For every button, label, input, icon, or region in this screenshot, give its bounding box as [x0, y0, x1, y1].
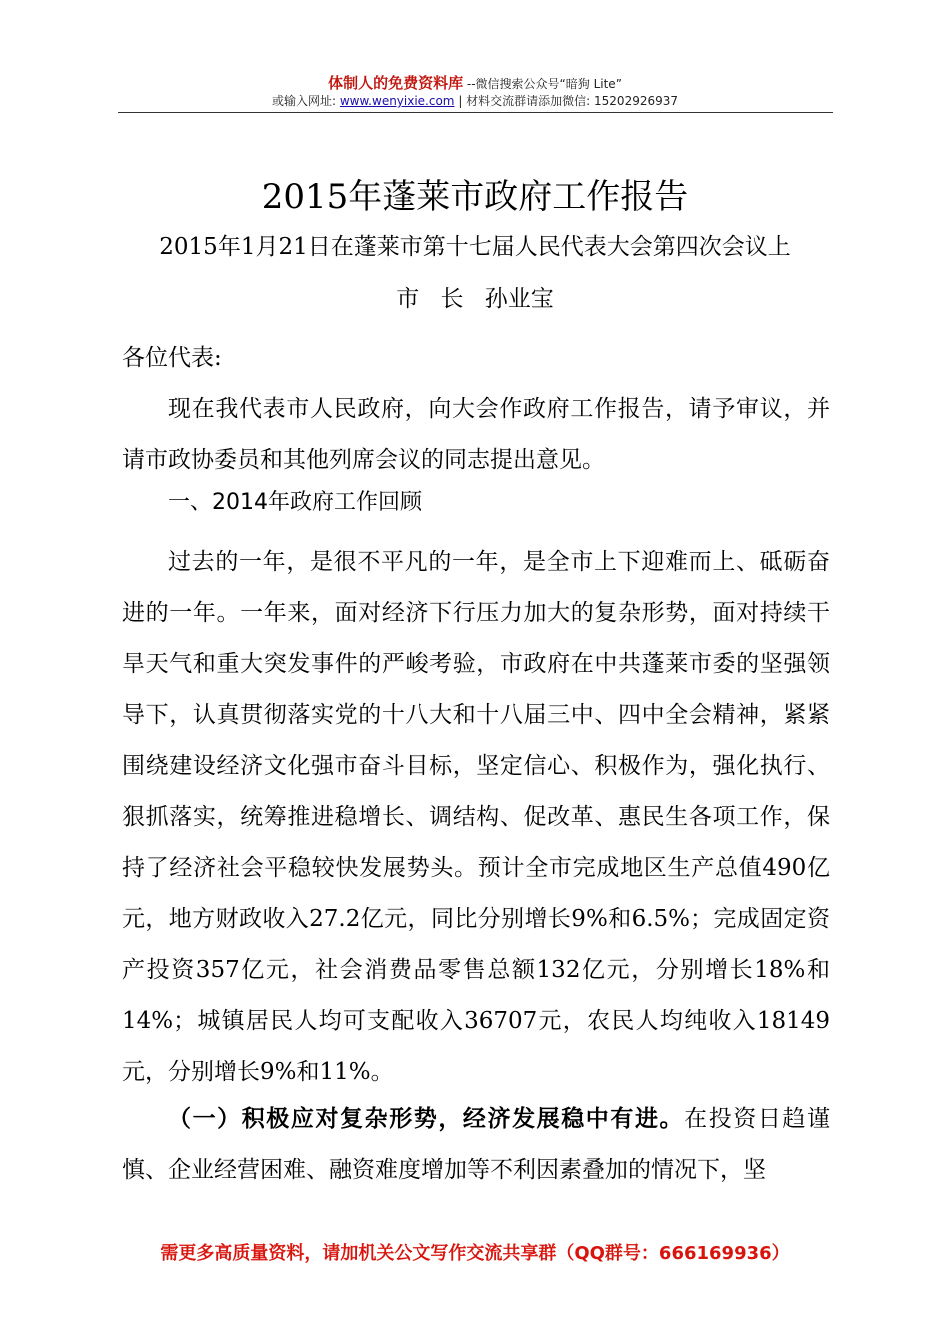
section-1-heading: 一、2014年政府工作回顾 — [168, 490, 422, 515]
header-line-2 — [0, 94, 950, 109]
header-note: --微信搜索公众号“暗狗 Lite” — [463, 77, 622, 91]
subsection-1-lead: （一）积极应对复杂形势，经济发展稳中有进。 — [168, 1106, 685, 1132]
header-divider — [118, 112, 833, 113]
header-url-prefix: 或输入网址: — [271, 94, 340, 108]
document-author: 市 长 孙业宝 — [396, 286, 554, 312]
header-brand: 体制人的免费资料库 — [328, 74, 464, 92]
section-1-paragraph: 过去的一年，是很不平凡的一年，是全市上下迎难而上、砥砺奋进的一年。一年来，面对经济下行压力加大的复杂形势，面对持续干旱天气和重大突发事件的严峻考验，市政府在中共蓬莱市委的坚强领导下，认真贯彻落实党的十八大和十八届三中、四中全会精神，紧紧围绕建设经济文化强市奋斗目标，坚定信心、积极作为，强化执行、狠抓落实，统筹推进稳增长、调结构、促改革、惠民生各项工作，保持了经济社会平稳较快发展势头。预计全市完成地区生产总值490亿元，地方财政收入27.2亿元，同比分别增长9%和6.5%；完成固定资产投资357亿元，社会消费品零售总额132亿元，分别增长18%和14%；城镇居民人均可支配收入36707元，农民人均纯收入18149元，分别增长9%和11%。 — [122, 549, 830, 1085]
subsection-1-text: 在投资日趋谨慎、企业经营困难、融资难度增加等不利因素叠加的情况下，坚 — [122, 1106, 831, 1183]
document-subtitle: 2015年1月21日在蓬莱市第十七届人民代表大会第四次会议上 — [159, 234, 791, 260]
intro-paragraph: 现在我代表市人民政府，向大会作政府工作报告，请予审议，并请市政协委员和其他列席会议的同志提出意见。 — [122, 396, 830, 473]
footer-promo: 需更多高质量资料，请加机关公文写作交流共享群（QQ群号：666169936） — [160, 1243, 790, 1264]
header-line-1 — [0, 74, 950, 93]
header-contact: | 材料交流群请添加微信: 15202926937 — [454, 94, 679, 108]
greeting: 各位代表: — [122, 345, 222, 371]
document-title: 2015年蓬莱市政府工作报告 — [261, 177, 689, 217]
header-url-link[interactable]: www.wenyixie.com — [339, 94, 455, 108]
subsection-1-paragraph — [122, 1094, 830, 1196]
